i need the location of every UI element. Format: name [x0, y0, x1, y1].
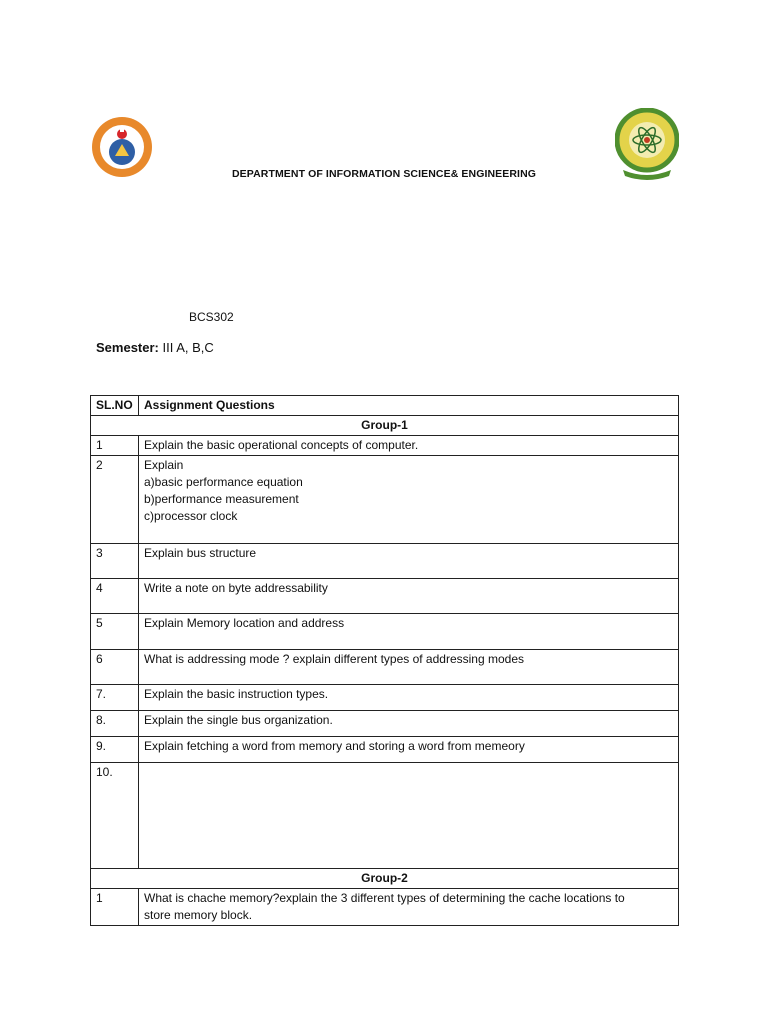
table-row: [91, 614, 679, 650]
question-line: Explain the basic operational concepts of computer.: [144, 438, 419, 452]
question-text: [139, 544, 679, 579]
table-row: [91, 456, 679, 544]
question-text: [139, 711, 679, 737]
semester-label: Semester:: [96, 340, 159, 355]
table-row: [91, 436, 679, 456]
table-header-row: [91, 396, 679, 416]
column-header-slno: SL.NO: [91, 396, 139, 416]
question-text: [139, 889, 679, 926]
question-number: 1: [91, 889, 139, 926]
table-row: [91, 889, 679, 926]
table-row: [91, 579, 679, 614]
assignment-table: [90, 395, 679, 926]
question-line: b)performance measurement: [144, 492, 299, 506]
question-number: 6: [91, 650, 139, 685]
question-line: Explain fetching a word from memory and storing a word from memeory: [144, 739, 525, 753]
question-number: 2: [91, 456, 139, 544]
question-line: store memory block.: [144, 908, 253, 922]
semester-value: III A, B,C: [158, 340, 214, 355]
group-2-row-title: Group-2: [91, 869, 679, 889]
table-row: [91, 763, 679, 869]
question-number: 9.: [91, 737, 139, 763]
semester-line: [96, 340, 214, 355]
department-title: DEPARTMENT OF INFORMATION SCIENCE& ENGINEERING: [231, 168, 537, 180]
assignment-table-body: [91, 416, 679, 926]
table-row: [91, 737, 679, 763]
question-number: 7.: [91, 685, 139, 711]
question-line: What is chache memory?explain the 3 different types of determining the cache locations to: [144, 891, 625, 905]
question-line: Explain the basic instruction types.: [144, 687, 329, 701]
question-text: [139, 685, 679, 711]
question-line: Write a note on byte addressability: [144, 581, 328, 595]
question-line: What is addressing mode ? explain different types of addressing modes: [144, 652, 524, 666]
question-line: Explain: [144, 458, 184, 472]
question-text: [139, 650, 679, 685]
question-number: 4: [91, 579, 139, 614]
question-line: Explain Memory location and address: [144, 616, 345, 630]
question-number: 3: [91, 544, 139, 579]
question-number: 5: [91, 614, 139, 650]
question-text: [139, 737, 679, 763]
table-row: [91, 650, 679, 685]
question-line: c)processor clock: [144, 509, 238, 523]
group-2-row: [91, 869, 679, 889]
column-header-questions: Assignment Questions: [139, 396, 679, 416]
question-number: 8.: [91, 711, 139, 737]
table-row: [91, 711, 679, 737]
question-line: Explain bus structure: [144, 546, 257, 560]
question-number: 10.: [91, 763, 139, 869]
question-line: a)basic performance equation: [144, 475, 303, 489]
question-text: [139, 614, 679, 650]
question-text: [139, 436, 679, 456]
table-row: [91, 685, 679, 711]
question-number: 1: [91, 436, 139, 456]
group-1-row: [91, 416, 679, 436]
course-code: BCS302: [189, 310, 234, 324]
question-text: [139, 763, 679, 869]
question-text: [139, 456, 679, 544]
question-line: Explain the single bus organization.: [144, 713, 333, 727]
group-1-row-title: Group-1: [91, 416, 679, 436]
table-row: [91, 544, 679, 579]
question-text: [139, 579, 679, 614]
